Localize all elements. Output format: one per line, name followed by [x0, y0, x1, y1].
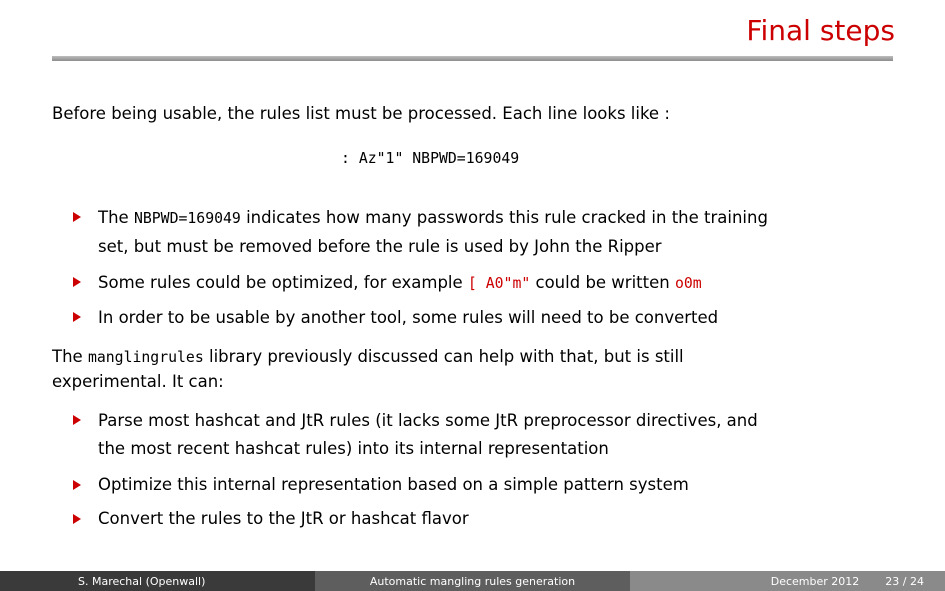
library-paragraph — [52, 346, 684, 369]
bullet-item-nbpwd-line2: set, but must be removed before the rule is used by John the Ripper — [98, 237, 662, 256]
bullet-item-parse: Parse most hashcat and JtR rules (it lacks some JtR preprocessor directives, and — [98, 411, 758, 430]
bullet-text: could be written — [530, 273, 675, 292]
footer-page-number: 23 / 24 — [885, 574, 924, 588]
slide-footer — [0, 571, 945, 591]
library-paragraph-line2: experimental. It can: — [52, 372, 224, 391]
intro-text: Before being usable, the rules list must be processed. Each line looks like : — [52, 104, 670, 123]
bullet-marker — [73, 514, 81, 524]
bullet-item-nbpwd — [98, 205, 768, 231]
bullet-marker — [73, 277, 81, 287]
footer-right — [630, 571, 945, 591]
bullet-marker — [73, 312, 81, 322]
title-divider — [52, 56, 893, 61]
slide-title: Final steps — [746, 14, 895, 47]
inline-code-red: [ A0"m" — [467, 275, 531, 292]
bullet-text: The — [98, 208, 134, 227]
bullet-item-optimize: Optimize this internal representation based on a simple pattern system — [98, 475, 689, 494]
bullet-text: indicates how many passwords this rule cracked in the training — [240, 208, 768, 227]
inline-code: NBPWD=169049 — [133, 210, 241, 227]
code-example: : Az"1" NBPWD=169049 — [341, 150, 520, 167]
inline-code-red: o0m — [674, 275, 702, 292]
footer-date: December 2012 — [770, 574, 860, 588]
bullet-marker — [73, 212, 81, 222]
bullet-item-optimize-example — [98, 270, 702, 296]
para-text: library previously discussed can help with that, but is still — [203, 347, 684, 366]
footer-author: S. Marechal (Openwall) — [0, 571, 315, 591]
bullet-item-parse-line2: the most recent hashcat rules) into its internal representation — [98, 439, 609, 458]
bullet-text: Some rules could be optimized, for example — [98, 273, 468, 292]
bullet-marker — [73, 480, 81, 490]
bullet-item-convert-flavor: Convert the rules to the JtR or hashcat flavor — [98, 509, 469, 528]
bullet-item-convert-tool: In order to be usable by another tool, some rules will need to be converted — [98, 308, 719, 327]
footer-talk-title: Automatic mangling rules generation — [315, 571, 630, 591]
para-text: The — [52, 347, 88, 366]
bullet-marker — [73, 415, 81, 425]
inline-code: manglingrules — [87, 349, 204, 366]
